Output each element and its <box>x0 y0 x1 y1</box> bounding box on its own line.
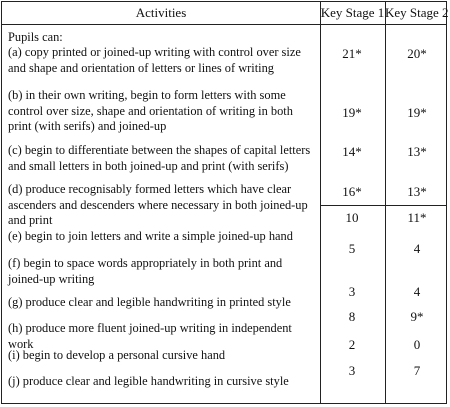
activity-j-text: (j) produce clear and legible handwriting in cursive style <box>8 374 289 388</box>
activity-i-ks1: 2 <box>348 337 356 352</box>
activity-j-ks2: 7 <box>413 363 421 378</box>
activity-a-ks2: 20* <box>407 46 427 61</box>
activity-c-text: (c) begin to differentiate between the shapes of capital letters and small letters in both joined-up and print (with serifs) <box>8 143 311 173</box>
activity-c-ks1: 14* <box>342 144 362 159</box>
activity-h-text: (h) produce more fluent joined-up writing in independent work <box>8 321 292 351</box>
activity-b-ks2: 19* <box>407 105 427 120</box>
activity-d-ks2: 13* <box>407 184 427 199</box>
intro-text: Pupils can: <box>8 30 63 44</box>
activities-table <box>1 1 447 404</box>
activity-e-ks1: 10 <box>345 210 359 225</box>
activity-f-ks1: 5 <box>348 241 356 256</box>
header-key-stage-2: Key Stage 2 <box>385 5 449 20</box>
activity-j-ks1: 3 <box>348 363 356 378</box>
activity-a-ks1: 21* <box>342 46 362 61</box>
activity-h-ks2: 9* <box>410 309 424 324</box>
activity-g-ks1: 3 <box>348 284 356 299</box>
activity-f-text: (f) begin to space words appropriately in both print and joined-up writing <box>8 256 283 286</box>
activity-f-ks2: 4 <box>413 241 421 256</box>
activity-g-text: (g) produce clear and legible handwriting in printed style <box>8 295 291 309</box>
activity-e-ks2: 11* <box>407 210 427 225</box>
activity-a-text: (a) copy printed or joined-up writing with control over size and shape and orientation of letters or lines of writing <box>8 45 301 75</box>
activity-c-ks2: 13* <box>407 144 427 159</box>
activity-g-ks2: 4 <box>413 284 421 299</box>
activity-d-text: (d) produce recognisably formed letters which have clear ascenders and descenders where necessary in both joined-up and print <box>8 182 308 228</box>
column-divider <box>320 2 321 403</box>
row-divider <box>320 205 446 206</box>
activity-i-text: (i) begin to develop a personal cursive hand <box>8 348 226 362</box>
activity-h-ks1: 8 <box>348 309 356 324</box>
activity-b-ks1: 19* <box>342 105 362 120</box>
column-divider <box>385 2 386 403</box>
activity-e-text: (e) begin to join letters and write a simple joined-up hand <box>8 229 293 243</box>
activity-b-text: (b) in their own writing, begin to form letters with some control over size, shape and orientation of writing in both print (with serifs) and joined-up <box>8 88 293 134</box>
activity-i-ks2: 0 <box>413 337 421 352</box>
activity-d-ks1: 16* <box>342 184 362 199</box>
header-activities: Activities <box>135 5 187 20</box>
header-key-stage-1: Key Stage 1 <box>320 5 385 20</box>
header-divider <box>2 24 446 25</box>
